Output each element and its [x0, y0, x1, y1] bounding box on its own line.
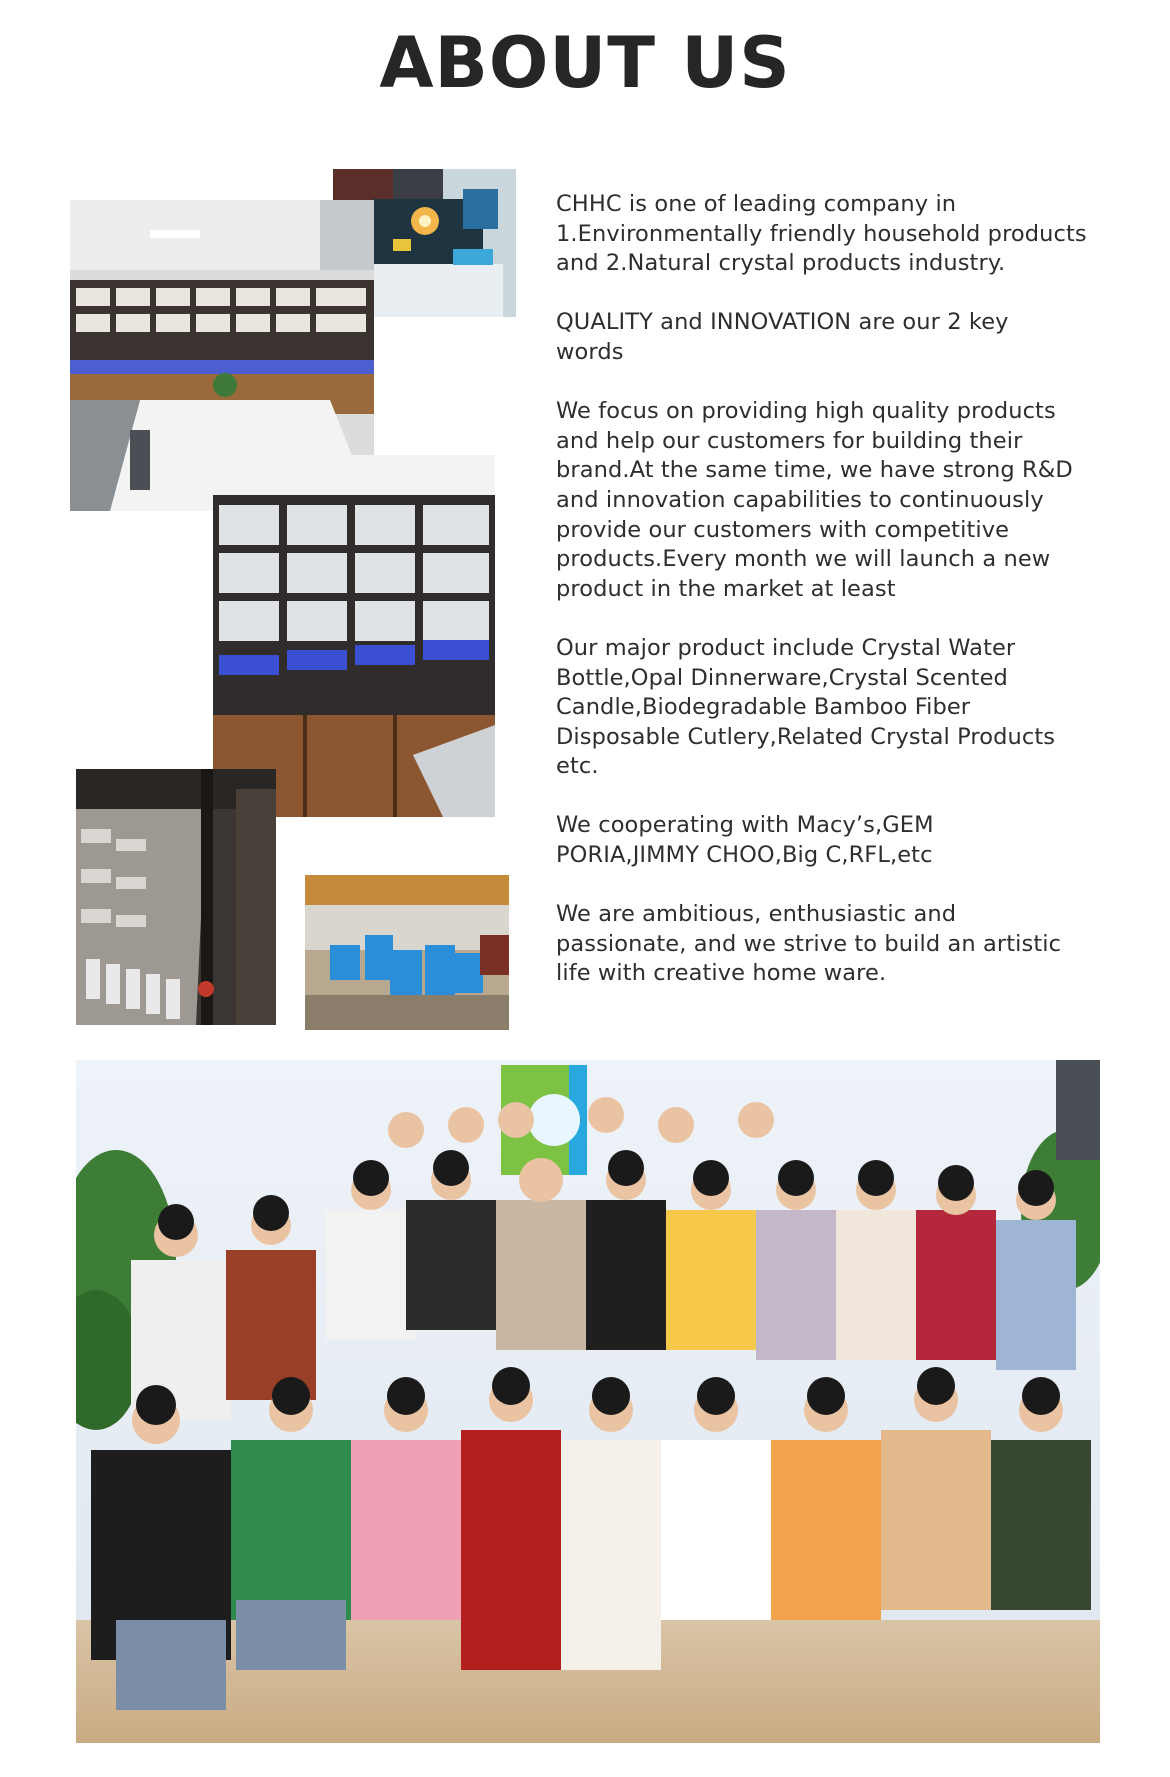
key-words-paragraph: QUALITY and INNOVATION are our 2 key words — [556, 309, 1009, 365]
mission-paragraph: We are ambitious, enthusiastic and passionate, and we strive to build an artistic life with creative home ware. — [556, 901, 1062, 987]
page-title: ABOUT US — [379, 22, 791, 104]
focus-paragraph: We focus on providing high quality products and help our customers for building their brand.At the same time, we have strong R&D and innovation capabilities to continuously provide our customers with competitive products.Every month we will launch a new product in the market at least — [556, 398, 1073, 602]
warehouse-corridor-photo — [76, 769, 276, 1025]
partners-paragraph: We cooperating with Macy’s,GEM PORIA,JIMMY CHOO,Big C,RFL,etc — [556, 812, 934, 869]
warehouse-crates-photo — [305, 875, 509, 1030]
team-photo — [76, 1060, 1100, 1743]
products-paragraph: Our major product include Crystal Water Bottle,Opal Dinnerware,Crystal Scented Candle,Biodegradable Bamboo Fiber Disposable Cutlery,Related Crystal Products etc. — [556, 634, 1056, 780]
intro-paragraph: CHHC is one of leading company in 1.Environmentally friendly household products and 2.Natural crystal products industry. — [556, 191, 1087, 277]
about-description — [556, 190, 1116, 989]
product-shelves-photo — [213, 455, 495, 817]
